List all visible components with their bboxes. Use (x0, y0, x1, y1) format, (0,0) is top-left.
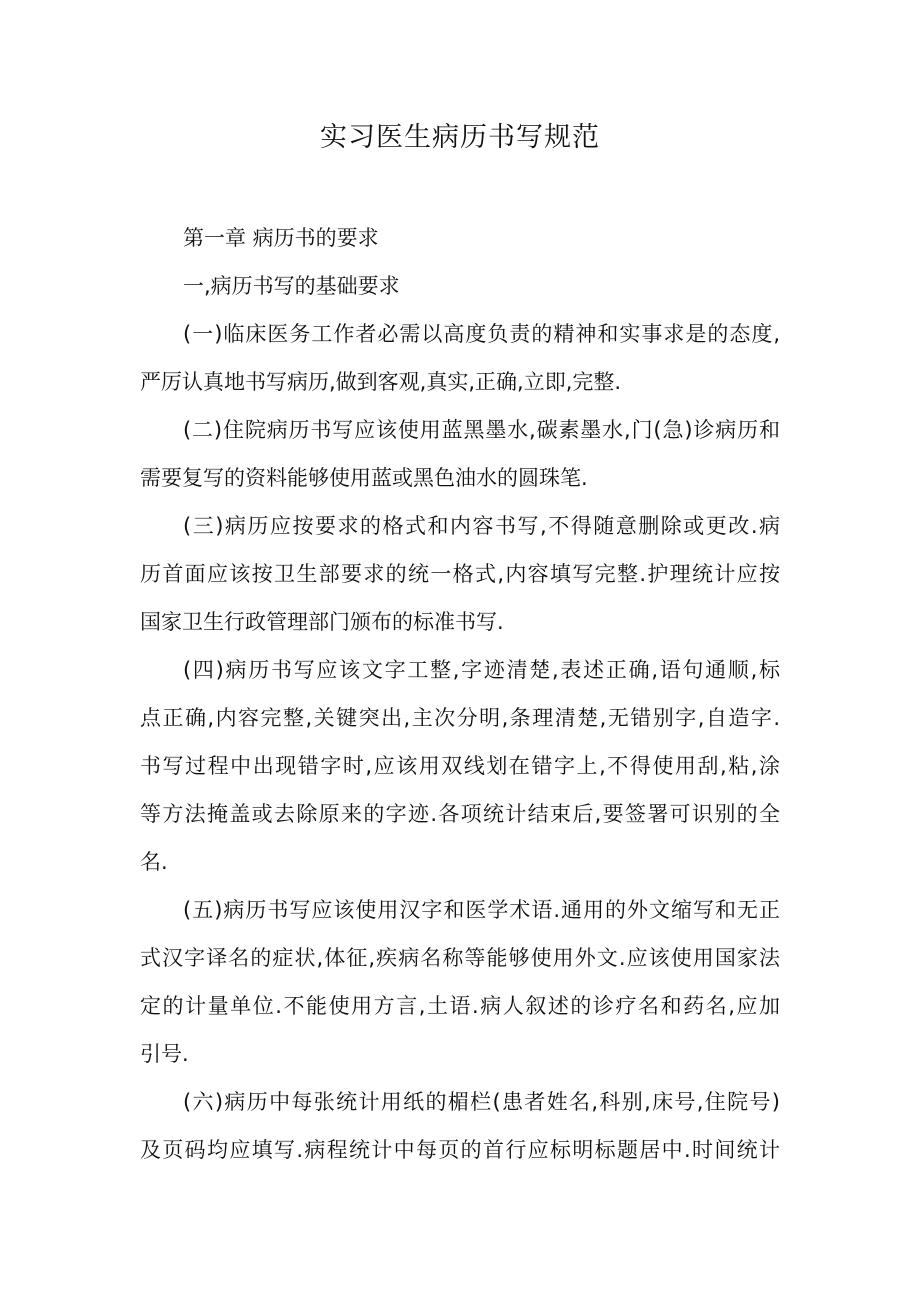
paragraph-line: 名. (140, 850, 168, 874)
paragraph-5 (140, 886, 780, 1078)
paragraph-6 (140, 1078, 780, 1174)
document-body (140, 214, 780, 1174)
paragraph-line: 严厉认真地书写病历,做到客观,真实,正确,立即,完整. (140, 370, 622, 394)
paragraph-line: 点正确,内容完整,关键突出,主次分明,条理清楚,无错别字,自造字. (140, 706, 780, 730)
paragraph-line: 引号. (140, 1042, 189, 1066)
document-title: 实习医生病历书写规范 (320, 122, 600, 153)
section-heading: 一,病历书写的基础要求 (183, 274, 400, 298)
chapter-heading: 第一章 病历书的要求 (183, 226, 379, 250)
paragraph-line: 历首面应该按卫生部要求的统一格式,内容填写完整.护理统计应按 (140, 562, 780, 586)
paragraph-2 (140, 406, 780, 502)
paragraph-line: 定的计量单位.不能使用方言,土语.病人叙述的诊疗名和药名,应加 (140, 994, 780, 1018)
paragraph-line: (五)病历书写应该使用汉字和医学术语.通用的外文缩写和无正 (183, 898, 780, 922)
paragraph-line: 国家卫生行政管理部门颁布的标准书写. (140, 610, 504, 634)
paragraph-line: 书写过程中出现错字时,应该用双线划在错字上,不得使用刮,粘,涂 (140, 754, 780, 778)
paragraph-line: (四)病历书写应该文字工整,字迹清楚,表述正确,语句通顺,标 (183, 658, 780, 682)
paragraph-1 (140, 310, 780, 406)
paragraph-line: (六)病历中每张统计用纸的楣栏(患者姓名,科别,床号,住院号) (183, 1090, 780, 1114)
paragraph-3 (140, 502, 780, 646)
paragraph-line: (二)住院病历书写应该使用蓝黑墨水,碳素墨水,门(急)诊病历和 (183, 418, 780, 442)
paragraph-line: 需要复写的资料能够使用蓝或黑色油水的圆珠笔. (140, 466, 588, 490)
paragraph-4 (140, 646, 780, 886)
paragraph-line: (三)病历应按要求的格式和内容书写,不得随意删除或更改.病 (183, 514, 780, 538)
paragraph-line: 等方法掩盖或去除原来的字迹.各项统计结束后,要签署可识别的全 (140, 802, 780, 826)
paragraph-line: 式汉字译名的症状,体征,疾病名称等能够使用外文.应该使用国家法 (140, 946, 780, 970)
paragraph-line: (一)临床医务工作者必需以高度负责的精神和实事求是的态度, (183, 322, 780, 346)
paragraph-line: 及页码均应填写.病程统计中每页的首行应标明标题居中.时间统计 (140, 1138, 780, 1162)
